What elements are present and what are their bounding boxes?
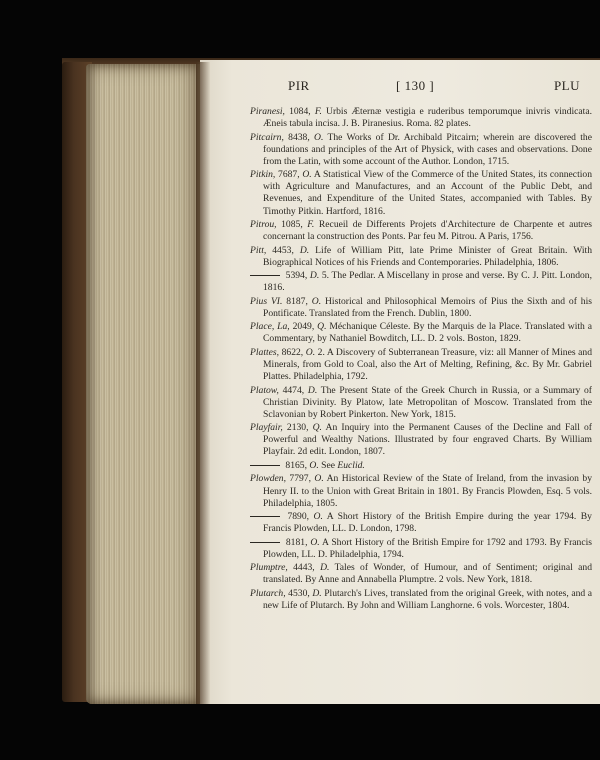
- entry-number: 8165,: [283, 459, 310, 471]
- entry-author: Plowden,: [250, 473, 286, 485]
- entry-title: The Present State of the Greek Church in Russia, or a Summary of Christian Divinity. By Platow, late Metropolitan of Moscow. Translated from the Sclavonian by Robert Pinkerton. New York, 1815.: [263, 384, 593, 420]
- entry-number: 7797,: [285, 473, 315, 485]
- entry-author: Playfair,: [250, 422, 283, 434]
- page-edges: [86, 64, 204, 704]
- entry-number: 8187,: [282, 295, 312, 307]
- catalog-entry: [250, 460, 592, 472]
- catalog-entry: [250, 296, 592, 320]
- entry-see-reference: Euclid.: [337, 459, 365, 471]
- entry-number: 8622,: [279, 346, 306, 358]
- entry-author: Plattes,: [250, 346, 280, 358]
- entry-title: See: [318, 459, 338, 471]
- catalog-entry: [250, 537, 592, 561]
- entry-title: The Works of Dr. Archibald Pitcairn; wherein are discovered the foundations and principles of the Art of Physick, with cases and observations. Done from the Latin, with some account of the Author. London, 1715.: [263, 131, 592, 167]
- catalog-entries: [250, 106, 592, 613]
- entry-format: D.: [312, 587, 322, 599]
- entry-author: Pius VI.: [250, 295, 283, 307]
- entry-title: Life of William Pitt, late Prime Minister of Great Britain. With Biographical Notices of his Friends and Contemporaries. Philadelphia, 1806.: [263, 244, 592, 268]
- page-number: [ 130 ]: [396, 78, 435, 93]
- entry-author: Pitcairn,: [250, 131, 284, 143]
- entry-title: Historical and Philosophical Memoirs of Pius the Sixth and of his Pontificate. Translated from the French. Dublin, 1800.: [263, 295, 592, 319]
- catalog-entry: [250, 588, 592, 612]
- catalog-entry: [250, 270, 592, 294]
- entry-number: 2130,: [282, 422, 313, 434]
- catalog-entry: [250, 347, 592, 383]
- entry-title: 5. The Pedlar. A Miscellany in prose and verse. By C. J. Pitt. London, 1816.: [263, 270, 592, 294]
- catalog-entry: [250, 106, 592, 130]
- entry-number: 1085,: [276, 219, 308, 231]
- entry-format: O.: [314, 131, 324, 143]
- entry-author: Pitkin,: [250, 169, 276, 181]
- entry-format: O.: [305, 346, 316, 358]
- entry-author: Platow,: [250, 384, 279, 396]
- entry-format: Q.: [317, 321, 327, 333]
- entry-format: F.: [307, 219, 315, 231]
- entry-title: Urbis Æternæ vestigia e ruderibus temporumque inivris vindicata. Æneis tabula incisa. J. B. Piranesius. Roma. 82 plates.: [263, 106, 592, 130]
- header-right-guide: PLU: [553, 78, 580, 93]
- entry-number: 4474,: [278, 384, 308, 396]
- catalog-entry: [250, 169, 592, 217]
- entry-number: 8181,: [283, 536, 311, 548]
- catalog-entry: [250, 473, 592, 509]
- entry-author: Pitrou,: [250, 219, 277, 231]
- catalog-page: [200, 60, 600, 704]
- entry-author: Piranesi,: [250, 106, 285, 117]
- entry-format: D.: [307, 384, 318, 396]
- catalog-entry: [250, 511, 592, 535]
- entry-format: O.: [302, 169, 312, 181]
- entry-number: 5394,: [283, 270, 310, 282]
- ditto-dash: [250, 516, 280, 517]
- entry-number: 1084,: [284, 106, 315, 117]
- entry-title: A Statistical View of the Commerce of the United States, its connection with Agriculture and Manufactures, and an Account of the Public Debt, and Revenues, and Expenditure of the United States, accompanied with Tables. By Timothy Pitkin. Hartford, 1816.: [263, 169, 592, 217]
- entry-format: O.: [310, 536, 320, 548]
- catalog-entry: [250, 321, 592, 345]
- entry-number: 4453,: [266, 244, 300, 256]
- catalog-entry: [250, 219, 592, 243]
- entry-number: 7687,: [275, 169, 303, 181]
- entry-number: 7890,: [283, 511, 314, 523]
- entry-title: 2. A Discovery of Subterranean Treasure, viz: all Manner of Mines and Minerals, from Gold to Coal, also the Art of Melting, Refining, &c. By Mr. Gabriel Plattes. Philadelphia, 1792.: [263, 346, 592, 383]
- catalog-entry: [250, 422, 592, 458]
- entry-format: O.: [314, 473, 324, 485]
- entry-title: A Short History of the British Empire for 1792 and 1793. By Francis Plowden, LL. D. Philadelphia, 1794.: [263, 536, 592, 560]
- entry-author: Place, La,: [250, 321, 290, 333]
- entry-author: Plumptre,: [250, 562, 288, 574]
- entry-title: An Historical Review of the State of Ireland, from the invasion by Henry II. to the Union with Great Britain in 1801. By Francis Plowden, Esq. 5 vols. Philadelphia, 1805.: [263, 473, 592, 509]
- catalog-entry: [250, 562, 592, 586]
- ditto-dash: [250, 465, 280, 466]
- entry-author: Pitt,: [250, 244, 267, 256]
- entry-number: 2049,: [289, 321, 318, 333]
- catalog-entry: [250, 385, 592, 421]
- entry-number: 4443,: [287, 562, 321, 574]
- catalog-entry: [250, 245, 592, 269]
- ditto-dash: [250, 542, 280, 543]
- entry-format: D.: [299, 244, 310, 256]
- entry-format: D.: [320, 562, 330, 574]
- entry-title: Tales of Wonder, of Humour, and of Sentiment; original and translated. By Anne and Annabella Plumptre. 2 vols. New York, 1818.: [263, 562, 592, 586]
- entry-author: Plutarch,: [250, 587, 286, 599]
- entry-number: 8438,: [283, 131, 315, 143]
- running-header: [260, 78, 590, 98]
- entry-format: O.: [313, 511, 323, 523]
- entry-title: An Inquiry into the Permanent Causes of the Decline and Fall of Powerful and Wealthy Nations. Illustrated by four engraved Charts. By William Playfair. 2d edit. London, 1807.: [263, 422, 592, 458]
- entry-title: Plutarch's Lives, translated from the original Greek, with notes, and a new Life of Plutarch. By John and William Langhorne. 6 vols. Worcester, 1804.: [263, 587, 592, 611]
- entry-number: 4530,: [285, 587, 313, 599]
- entry-format: O.: [311, 295, 322, 307]
- entry-format: Q.: [312, 422, 322, 434]
- entry-format: D.: [309, 270, 320, 282]
- entry-format: F.: [314, 106, 322, 117]
- entry-title: Méchanique Céleste. By the Marquis de la Place. Translated with a Commentary, by Nathaniel Bowditch, LL. D. 2 vols. Boston, 1829.: [263, 321, 592, 345]
- entry-title: Recueil de Differents Projets d'Architecture de Charpente et autres concernant la construction des Ponts. Par feu M. Pitrou. A Paris, 1756.: [263, 219, 592, 243]
- page-gutter: [196, 62, 210, 704]
- header-left-guide: PIR: [288, 78, 310, 93]
- entry-format: O.: [309, 459, 319, 471]
- entry-title: A Short History of the British Empire during the year 1794. By Francis Plowden, LL. D. London, 1798.: [263, 511, 592, 535]
- catalog-entry: [250, 132, 592, 168]
- ditto-dash: [250, 275, 280, 276]
